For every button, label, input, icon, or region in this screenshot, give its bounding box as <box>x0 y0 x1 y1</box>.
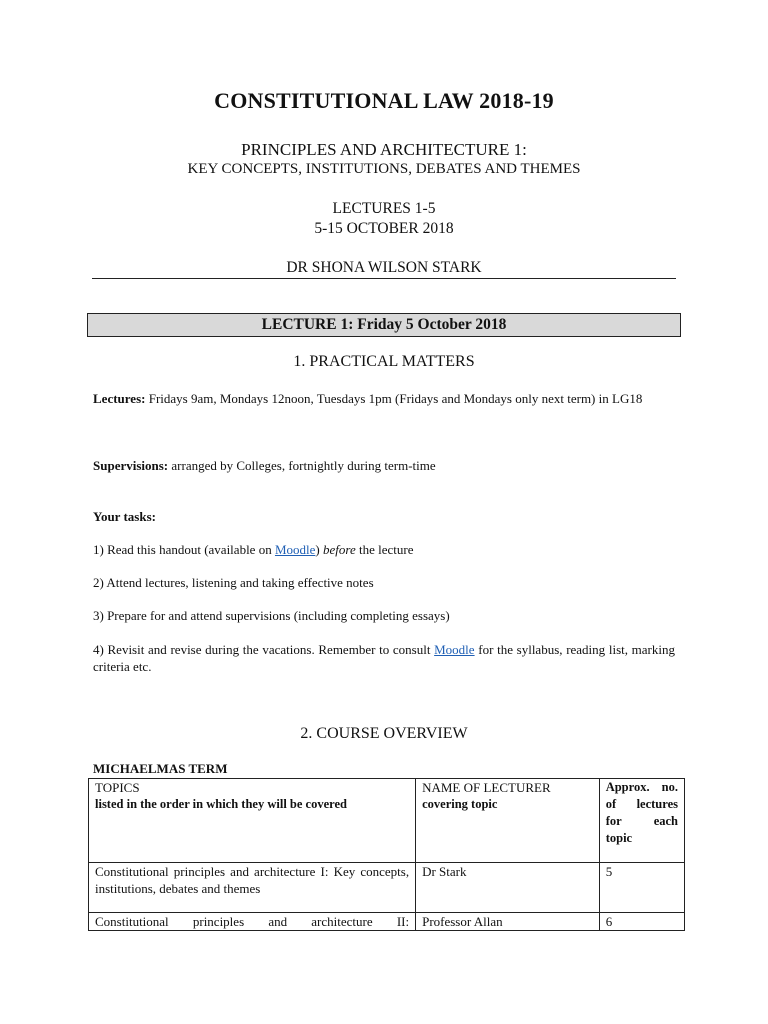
lectures-label: Lectures: <box>93 391 146 406</box>
document-subtitle-line-2: KEY CONCEPTS, INSTITUTIONS, DEBATES AND THEMES <box>187 161 581 177</box>
table-row <box>89 863 685 913</box>
document-title: CONSTITUTIONAL LAW 2018-19 <box>214 88 554 113</box>
task-1 <box>93 541 675 558</box>
task-1-emphasis: before <box>323 542 356 557</box>
task-1-text-c: the lecture <box>355 542 414 557</box>
topic-cell: Constitutional principles and architecture II: <box>89 913 416 931</box>
header-cell-topics <box>89 779 416 863</box>
header-lecturer-note: covering topic <box>422 797 498 811</box>
table-row <box>89 913 685 931</box>
section-heading-course-overview: 2. COURSE OVERVIEW <box>300 725 468 742</box>
task-3: 3) Prepare for and attend supervisions (including completing essays) <box>93 608 450 623</box>
header-divider <box>92 278 676 279</box>
moodle-link[interactable]: Moodle <box>274 542 316 557</box>
header-topics-note: listed in the order in which they will be covered <box>95 797 347 811</box>
task-4-text-b: for the syllabus, reading list, marking criteria etc. <box>93 642 675 674</box>
task-4 <box>93 641 675 675</box>
lecture-dates: 5-15 OCTOBER 2018 <box>314 220 454 237</box>
lecture-banner: LECTURE 1: Friday 5 October 2018 <box>87 313 681 337</box>
task-1-text-b: ) <box>315 542 323 557</box>
count-cell: 6 <box>599 913 684 931</box>
topic-cell: Constitutional principles and architecture I: Key concepts, institutions, debates and themes <box>89 863 416 913</box>
lecturer-cell: Professor Allan <box>416 913 600 931</box>
task-2: 2) Attend lectures, listening and taking effective notes <box>93 575 374 590</box>
supervisions-paragraph <box>93 457 675 474</box>
header-topics-title: TOPICS <box>95 780 140 795</box>
section-heading-practical-matters: 1. PRACTICAL MATTERS <box>293 353 475 370</box>
author-name: DR SHONA WILSON STARK <box>286 259 482 276</box>
supervisions-label: Supervisions: <box>93 458 169 473</box>
task-4-text-a: 4) Revisit and revise during the vacations. Remember to consult <box>93 642 435 657</box>
lectures-paragraph <box>93 390 675 407</box>
header-count-title: Approx. no. of lectures for each topic <box>605 780 678 845</box>
lectures-text: Fridays 9am, Mondays 12noon, Tuesdays 1pm (Fridays and Mondays only next term) in LG18 <box>145 391 643 406</box>
tasks-label: Your tasks: <box>93 509 156 524</box>
moodle-link[interactable]: Moodle <box>434 642 475 657</box>
document-subtitle-line-1: PRINCIPLES AND ARCHITECTURE 1: <box>241 140 527 159</box>
lectures-range: LECTURES 1-5 <box>332 200 436 217</box>
lecturer-cell: Dr Stark <box>416 863 600 913</box>
header-cell-lecturer <box>416 779 600 863</box>
task-1-text-a: 1) Read this handout (available on <box>93 542 275 557</box>
supervisions-text: arranged by Colleges, fortnightly during term-time <box>168 458 436 473</box>
term-label: MICHAELMAS TERM <box>93 761 228 776</box>
course-overview-table <box>88 778 685 931</box>
header-cell-count <box>599 779 684 863</box>
table-header-row <box>89 779 685 863</box>
count-cell: 5 <box>599 863 684 913</box>
header-lecturer-title: NAME OF LECTURER <box>422 780 551 795</box>
